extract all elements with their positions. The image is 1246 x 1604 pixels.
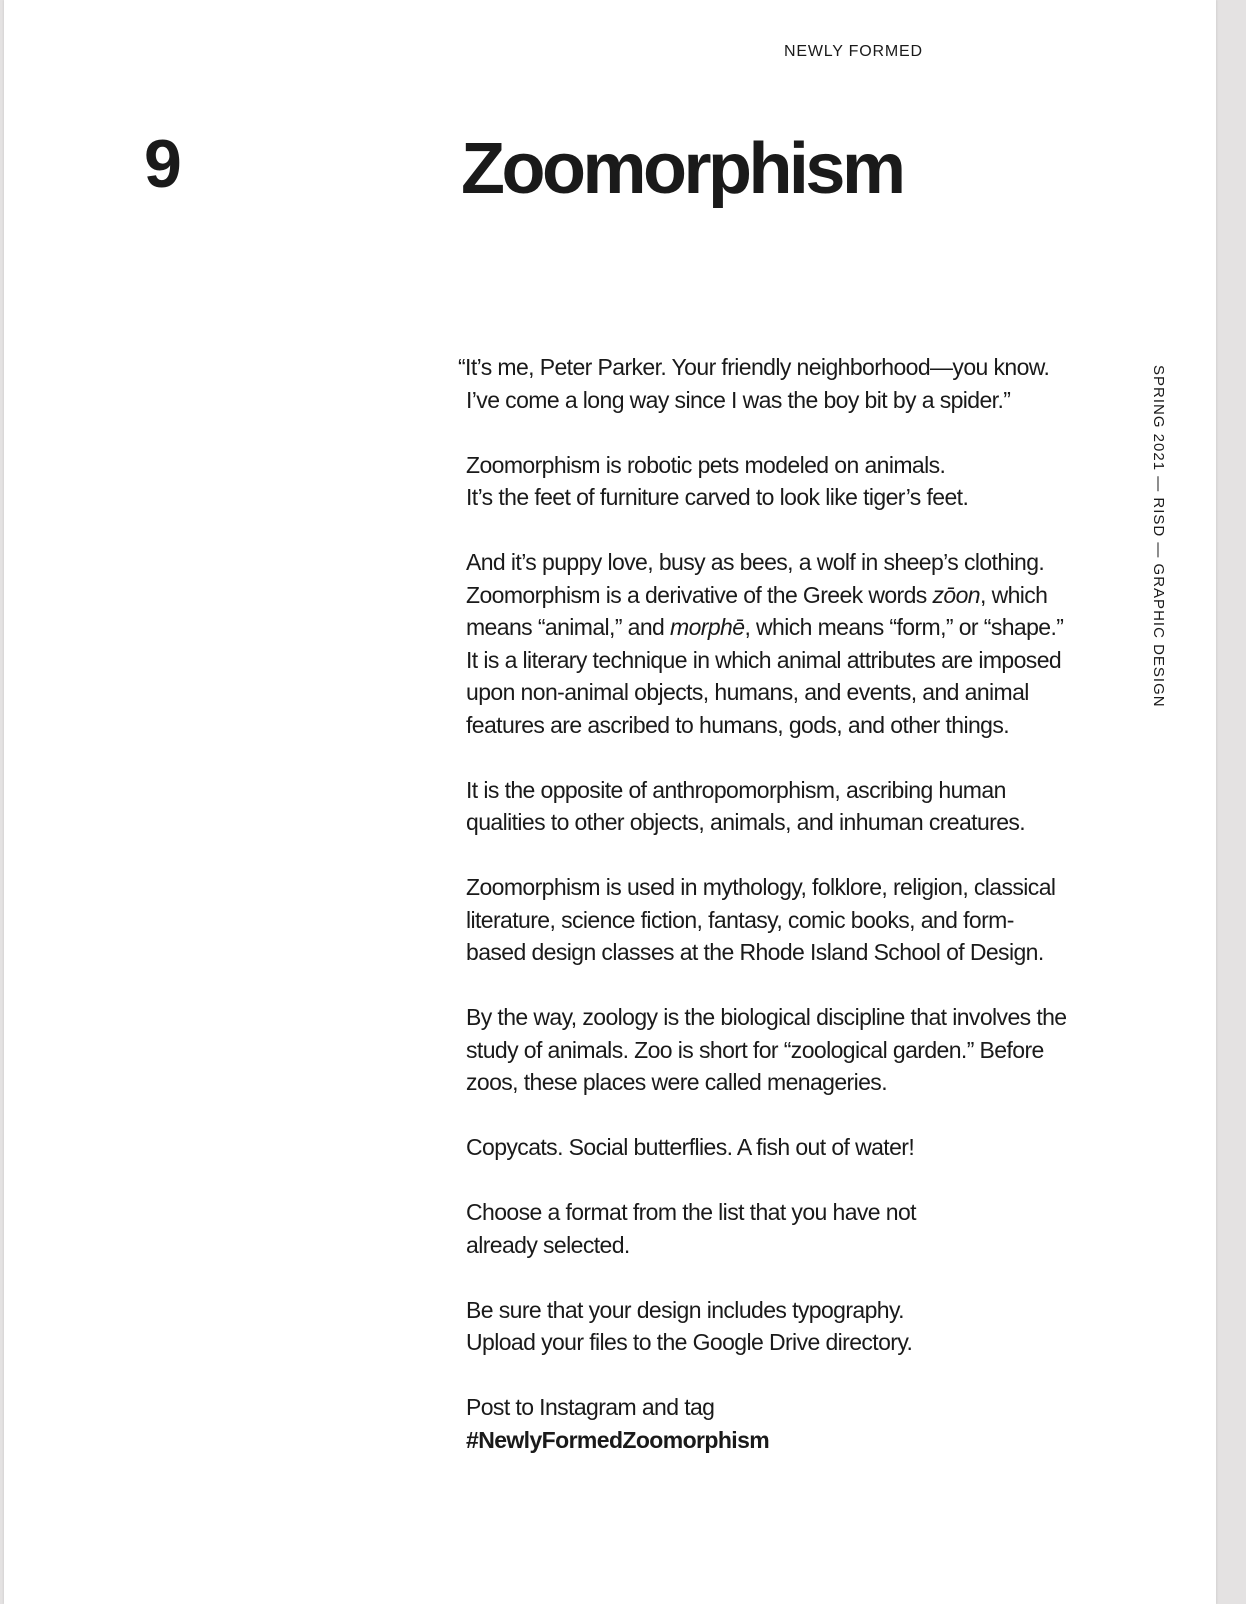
paragraph-line: Choose a format from the list that you have not xyxy=(466,1199,916,1225)
paragraph-line: Zoomorphism is used in mythology, folklore, religion, classical xyxy=(466,874,1056,900)
paragraph-line: features are ascribed to humans, gods, and other things. xyxy=(466,711,1010,738)
body-text xyxy=(458,351,1138,1489)
paragraph-line: It’s the feet of furniture carved to look like tiger’s feet. xyxy=(466,484,969,510)
quote-line-1: “It’s me, Peter Parker. Your friendly neighborhood—you know. xyxy=(458,354,1050,380)
text-run: Zoomorphism is a derivative of the Greek words xyxy=(466,581,933,608)
hashtag: #NewlyFormedZoomorphism xyxy=(466,1426,770,1453)
text-run: , which means “form,” or “shape.” xyxy=(744,614,1064,640)
paragraph-line: Copycats. Social butterflies. A fish out of water! xyxy=(466,1134,915,1160)
paragraph-line xyxy=(466,611,1138,644)
paragraph-line: qualities to other objects, animals, and inhuman creatures. xyxy=(466,809,1026,835)
series-label: NEWLY FORMED xyxy=(784,43,923,60)
vertical-side-label: SPRING 2021 — RISD — GRAPHIC DESIGN xyxy=(1150,365,1167,708)
paragraph-line: based design classes at the Rhode Island School of Design. xyxy=(466,939,1044,965)
quote-line-2: I’ve come a long way since I was the boy bit by a spider.” xyxy=(466,386,1011,413)
paragraph-line: Upload your files to the Google Drive directory. xyxy=(466,1329,913,1355)
paragraph-line: zoos, these places were called menageries. xyxy=(466,1069,887,1095)
paragraph-line: literature, science fiction, fantasy, comic books, and form- xyxy=(466,906,1014,933)
paragraph-line: Be sure that your design includes typography. xyxy=(466,1296,904,1323)
text-run: means “animal,” and xyxy=(466,614,671,640)
paragraph-robotic-pets xyxy=(458,449,1138,514)
paragraph-line: Post to Instagram and tag xyxy=(466,1394,715,1420)
paragraph-anthropomorphism xyxy=(458,774,1138,839)
opening-quote xyxy=(458,351,1138,416)
italic-term-morphe: morphē xyxy=(670,614,745,640)
paragraph-line xyxy=(466,579,1138,612)
chapter-number: 9 xyxy=(144,126,180,202)
paragraph-line: already selected. xyxy=(466,1231,630,1258)
paragraph-line: It is the opposite of anthropomorphism, ascribing human xyxy=(466,776,1006,803)
paragraph-format-instruction xyxy=(458,1196,1138,1261)
text-run: , which xyxy=(979,581,1048,608)
paragraph-usage xyxy=(458,871,1138,969)
paragraph-definition xyxy=(458,546,1138,741)
italic-term-zoon: zōon xyxy=(932,581,980,608)
paragraph-line: upon non-animal objects, humans, and events, and animal xyxy=(466,679,1029,705)
paragraph-zoology xyxy=(458,1001,1138,1099)
paragraph-line: study of animals. Zoo is short for “zoological garden.” Before xyxy=(466,1036,1044,1063)
paragraph-line: It is a literary technique in which animal attributes are imposed xyxy=(466,646,1062,673)
paragraph-line: Zoomorphism is robotic pets modeled on animals. xyxy=(466,451,946,478)
document-page xyxy=(4,0,1216,1604)
paragraph-line: By the way, zoology is the biological discipline that involves the xyxy=(466,1004,1067,1030)
paragraph-instagram xyxy=(458,1391,1138,1456)
paragraph-upload-instruction xyxy=(458,1294,1138,1359)
paragraph-idioms xyxy=(458,1131,1138,1164)
page-title: Zoomorphism xyxy=(461,129,903,209)
paragraph-line: And it’s puppy love, busy as bees, a wolf in sheep’s clothing. xyxy=(466,549,1045,575)
